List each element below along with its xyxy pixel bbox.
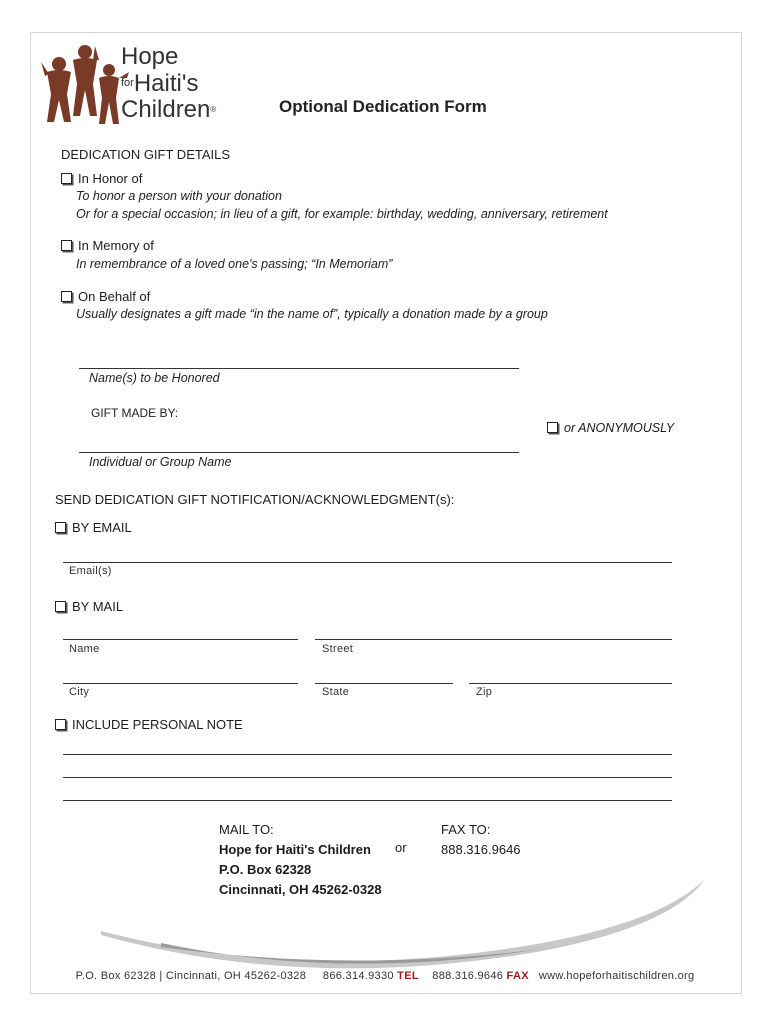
mail-to-heading: MAIL TO:	[219, 822, 274, 837]
honor-label: In Honor of	[78, 171, 143, 186]
anonymous-checkbox[interactable]	[547, 422, 558, 433]
email-option[interactable]	[55, 520, 132, 535]
logo-line-3: Children	[121, 96, 211, 123]
mail-label: BY MAIL	[72, 599, 124, 614]
logo-line-2: Haiti's	[133, 70, 199, 97]
mail-to-city: Cincinnati, OH 45262-0328	[219, 882, 382, 897]
individual-caption: Individual or Group Name	[89, 455, 232, 469]
anonymous-option[interactable]	[547, 421, 674, 435]
form-page	[30, 32, 742, 994]
logo-for: for	[121, 77, 134, 89]
mail-to-org: Hope for Haiti's Children	[219, 842, 371, 857]
gift-made-by-label: GIFT MADE BY:	[91, 406, 179, 420]
logo-figures-icon	[37, 42, 132, 132]
email-label: BY EMAIL	[72, 520, 132, 535]
mail-checkbox[interactable]	[55, 601, 66, 612]
notification-heading: SEND DEDICATION GIFT NOTIFICATION/ACKNOWLEDGMENT(s):	[55, 492, 455, 507]
memory-checkbox[interactable]	[61, 240, 72, 251]
note-line-1[interactable]	[63, 754, 672, 755]
street-caption: Street	[322, 643, 354, 655]
footer-fax-label: FAX	[506, 970, 529, 982]
mail-or: or	[395, 840, 407, 855]
footer-tel-label: TEL	[397, 970, 419, 982]
logo-registered: ®	[210, 105, 217, 114]
behalf-desc: Usually designates a gift made “in the name of”, typically a donation made by a group	[76, 307, 548, 321]
fax-number: 888.316.9646	[441, 842, 521, 857]
dedication-heading: DEDICATION GIFT DETAILS	[61, 147, 231, 162]
names-honored-field[interactable]	[79, 368, 519, 369]
bottom-swoosh	[101, 873, 711, 973]
footer-address: P.O. Box 62328 | Cincinnati, OH 45262-0328	[75, 970, 307, 982]
state-field[interactable]	[315, 683, 453, 684]
memory-option[interactable]	[61, 238, 154, 253]
name-caption: Name	[69, 643, 100, 655]
state-caption: State	[322, 686, 350, 698]
anonymous-label: or ANONYMOUSLY	[564, 421, 675, 435]
mail-option[interactable]	[55, 599, 123, 614]
honor-desc-2: Or for a special occasion; in lieu of a gift, for example: birthday, wedding, anniversary, retirement	[76, 207, 608, 221]
zip-caption: Zip	[476, 686, 493, 698]
city-caption: City	[69, 686, 90, 698]
logo	[37, 38, 247, 133]
fax-heading: FAX TO:	[441, 822, 491, 837]
street-field[interactable]	[315, 639, 672, 640]
logo-line-1: Hope	[121, 43, 179, 70]
memory-desc: In remembrance of a loved one's passing; “In Memoriam”	[76, 257, 393, 271]
footer-website-link[interactable]: www.hopeforhaitischildren.org	[538, 970, 695, 982]
zip-field[interactable]	[469, 683, 672, 684]
honor-checkbox[interactable]	[61, 173, 72, 184]
footer-tel-number: 866.314.9330	[322, 970, 394, 982]
name-field[interactable]	[63, 639, 298, 640]
note-option[interactable]	[55, 717, 243, 732]
behalf-checkbox[interactable]	[61, 291, 72, 302]
email-caption: Email(s)	[69, 565, 112, 577]
note-line-2[interactable]	[63, 777, 672, 778]
behalf-option[interactable]	[61, 289, 150, 304]
footer-fax-number: 888.316.9646	[432, 970, 504, 982]
names-honored-caption: Name(s) to be Honored	[89, 371, 220, 385]
individual-name-field[interactable]	[79, 452, 519, 453]
note-label: INCLUDE PERSONAL NOTE	[72, 717, 243, 732]
city-field[interactable]	[63, 683, 298, 684]
note-line-3[interactable]	[63, 800, 672, 801]
memory-label: In Memory of	[78, 238, 154, 253]
mail-to-box: P.O. Box 62328	[219, 862, 312, 877]
fax-block	[441, 820, 521, 860]
footer	[0, 970, 770, 982]
note-checkbox[interactable]	[55, 719, 66, 730]
honor-option[interactable]	[61, 171, 142, 186]
page-title: Optional Dedication Form	[279, 97, 487, 116]
behalf-label: On Behalf of	[78, 289, 151, 304]
email-field[interactable]	[63, 562, 672, 563]
email-checkbox[interactable]	[55, 522, 66, 533]
honor-desc-1: To honor a person with your donation	[76, 189, 282, 203]
